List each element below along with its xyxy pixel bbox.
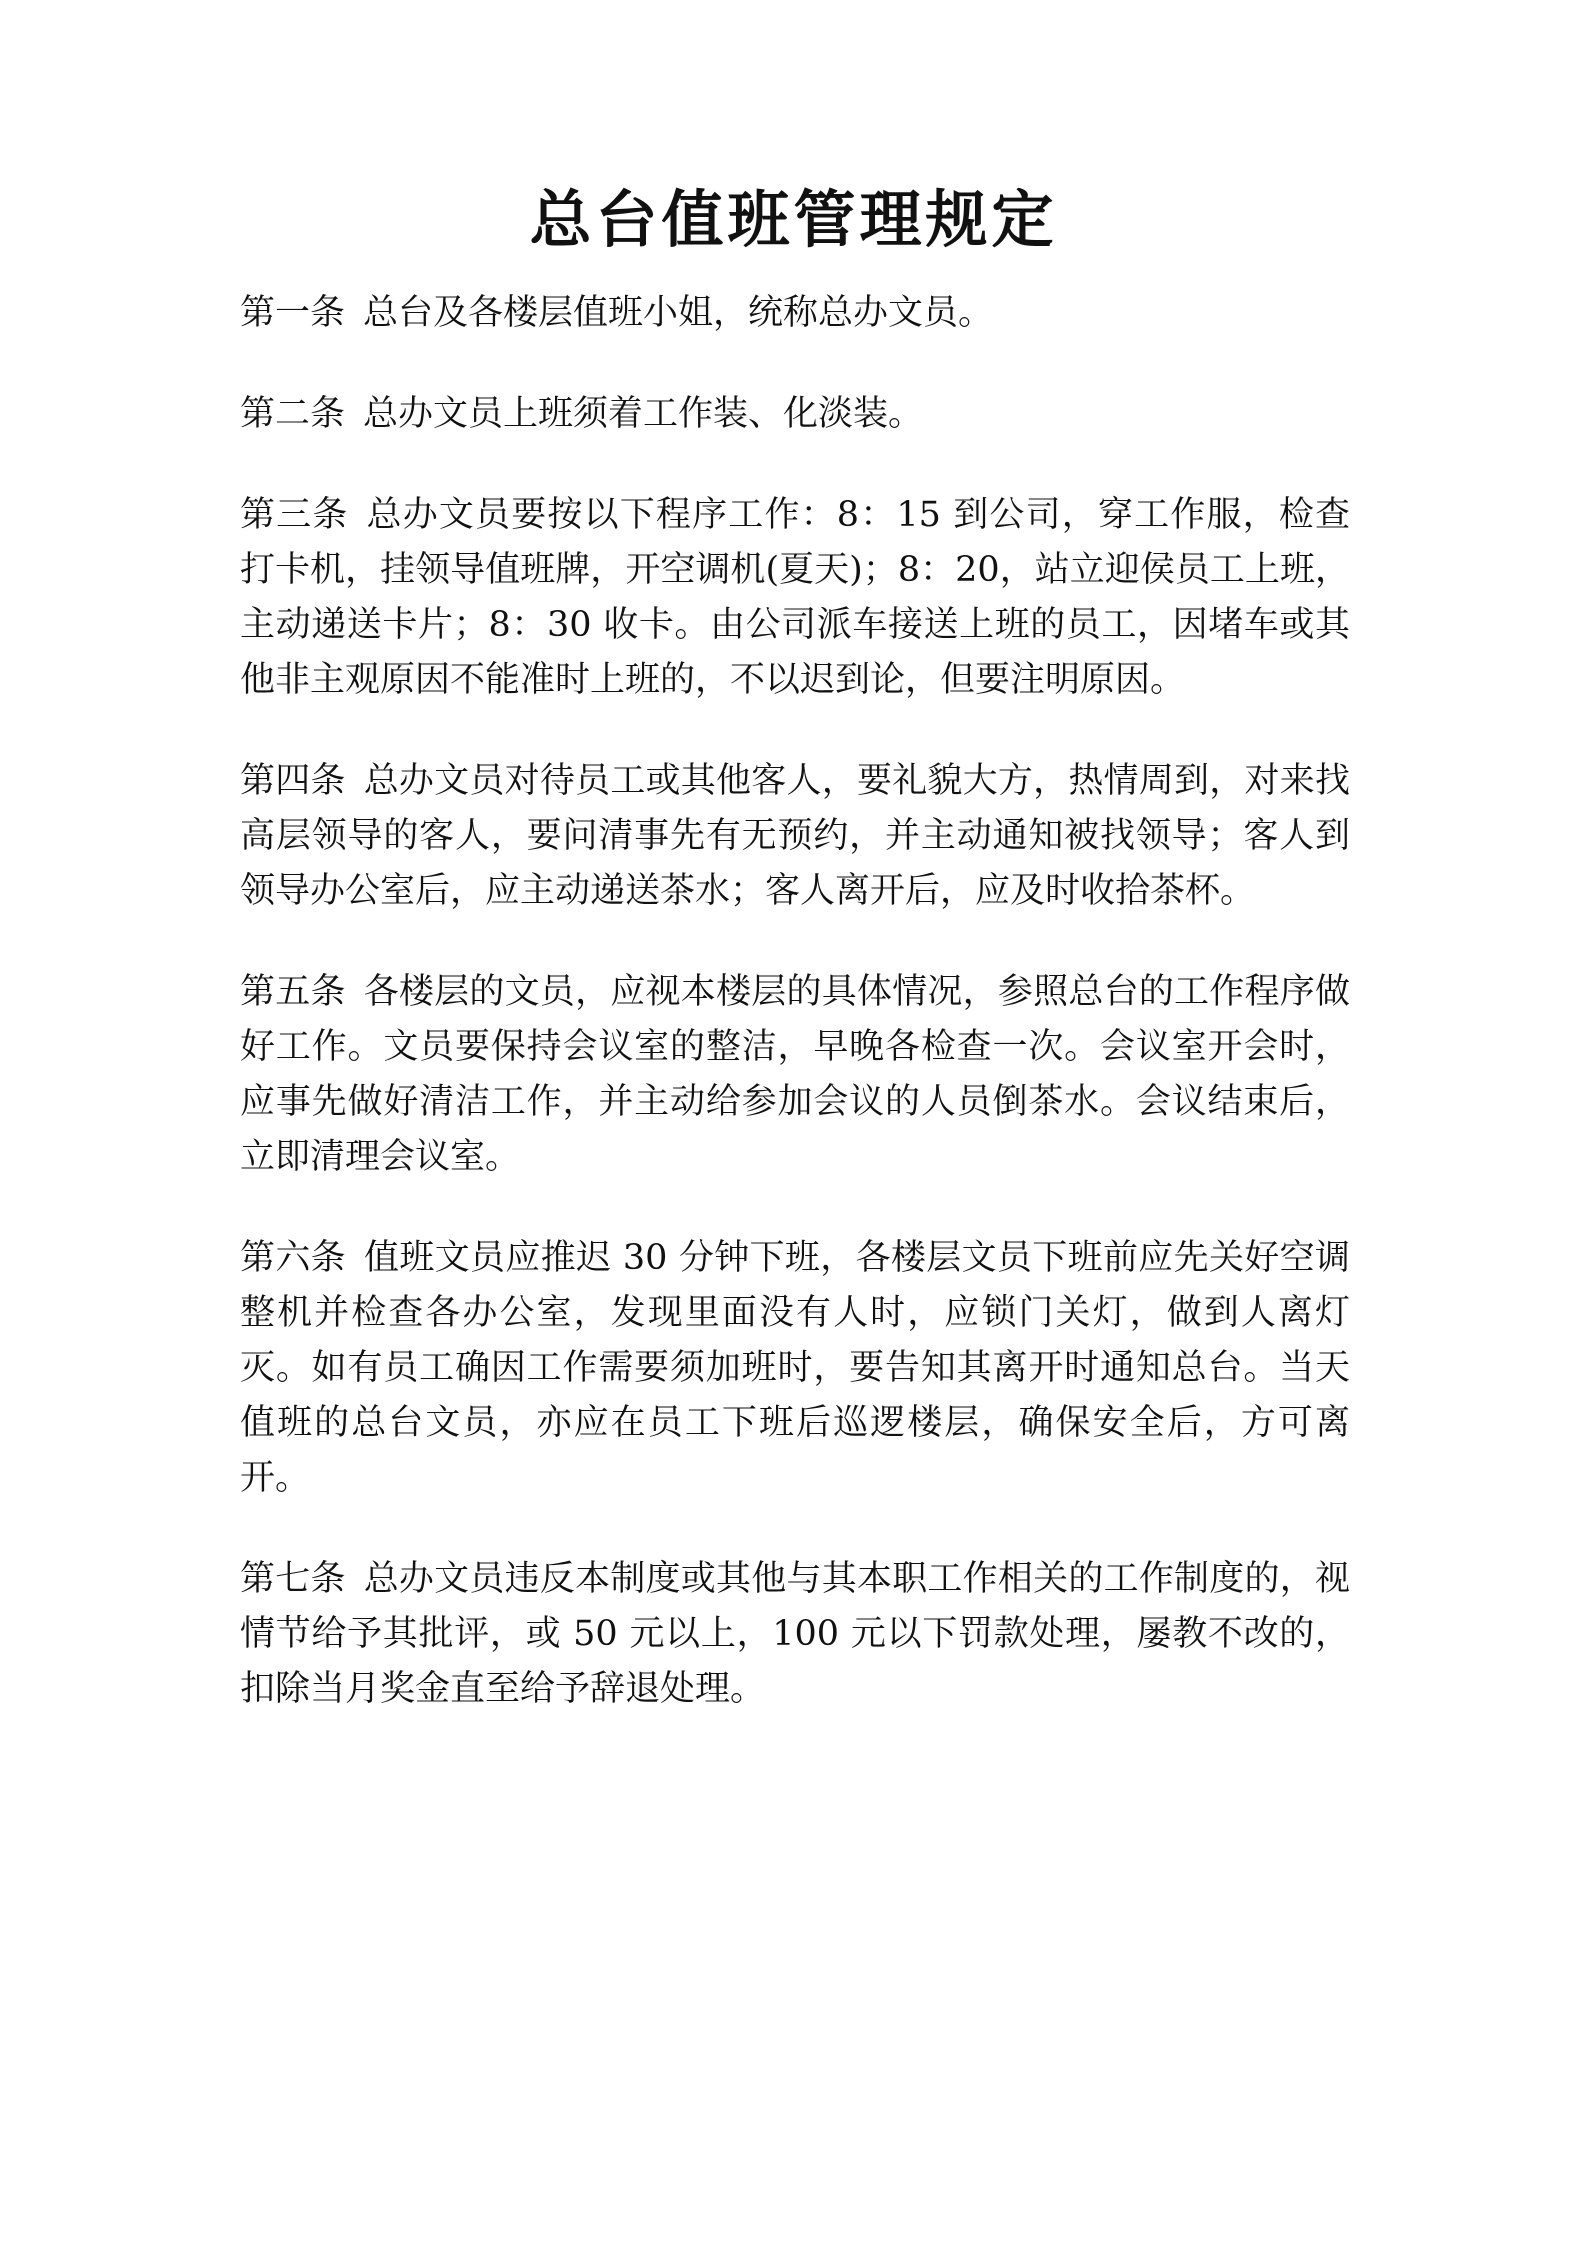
article-1 bbox=[240, 286, 1350, 341]
article-text: 值班文员应推迟 30 分钟下班，各楼层文员下班前应先关好空调整机并检查各办公室，发现里面没有人时，应锁门关灯，做到人离灯灭。如有员工确因工作需要须加班时，要告知其离开时通知总台。当天值班的总台文员，亦应在员工下班后巡逻楼层，确保安全后，方可离开。 bbox=[240, 1238, 1350, 1498]
article-label: 第一条 bbox=[240, 293, 346, 333]
article-text: 各楼层的文员，应视本楼层的具体情况，参照总台的工作程序做好工作。文员要保持会议室的整洁，早晚各检查一次。会议室开会时，应事先做好清洁工作，并主动给参加会议的人员倒茶水。会议结束后，立即清理会议室。 bbox=[240, 972, 1350, 1177]
article-label: 第二条 bbox=[240, 394, 346, 434]
document-body bbox=[240, 286, 1350, 1763]
article-2 bbox=[240, 387, 1350, 442]
document-title: 总台值班管理规定 bbox=[529, 183, 1058, 256]
article-text: 总办文员对待员工或其他客人，要礼貌大方，热情周到，对来找高层领导的客人，要问清事先有无预约，并主动通知被找领导；客人到领导办公室后，应主动递送茶水；客人离开后，应及时收拾茶杯。 bbox=[240, 761, 1350, 911]
article-7 bbox=[240, 1552, 1350, 1717]
article-label: 第七条 bbox=[240, 1559, 346, 1599]
article-label: 第三条 bbox=[240, 495, 349, 535]
article-text: 总台及各楼层值班小姐，统称总办文员。 bbox=[363, 293, 994, 333]
article-6 bbox=[240, 1231, 1350, 1506]
article-label: 第五条 bbox=[240, 972, 346, 1012]
article-label: 第六条 bbox=[240, 1238, 347, 1278]
article-text: 总办文员违反本制度或其他与其本职工作相关的工作制度的，视情节给予其批评，或 50 元以上，100 元以下罚款处理，屡教不改的，扣除当月奖金直至给予辞退处理。 bbox=[240, 1559, 1350, 1709]
article-text: 总办文员要按以下程序工作：8：15 到公司，穿工作服，检查打卡机，挂领导值班牌，开空调机(夏天)；8：20，站立迎侯员工上班，主动递送卡片；8：30 收卡。由公司派车接送上班的员工，因堵车或其他非主观原因不能准时上班的，不以迟到论，但要注明原因。 bbox=[240, 495, 1350, 700]
article-4 bbox=[240, 754, 1350, 919]
article-label: 第四条 bbox=[240, 761, 346, 801]
article-5 bbox=[240, 965, 1350, 1185]
article-text: 总办文员上班须着工作装、化淡装。 bbox=[363, 394, 924, 434]
article-3 bbox=[240, 488, 1350, 708]
